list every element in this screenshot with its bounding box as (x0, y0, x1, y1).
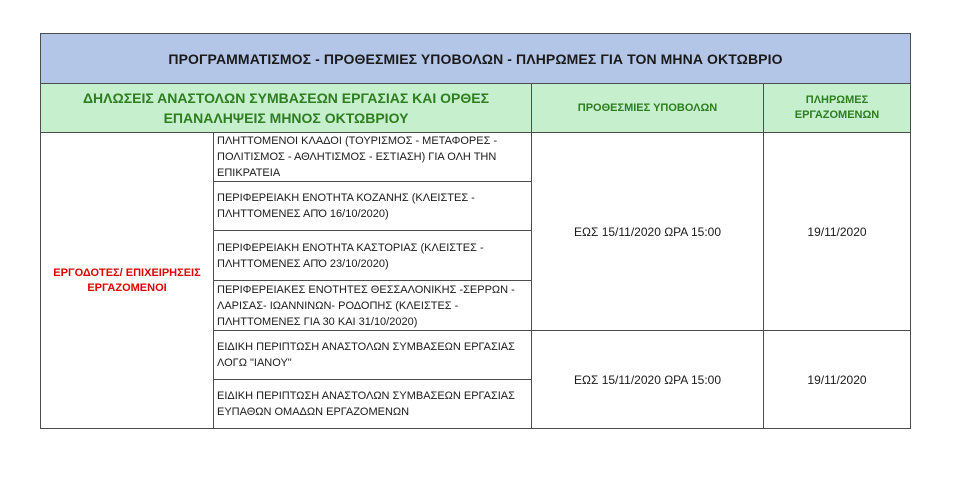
header-row (41, 84, 911, 133)
case-line: ΕΠΙΚΡΑΤΕΙΑ (217, 167, 281, 179)
employers-cell (41, 133, 214, 429)
case-line: ΕΥΠΑΘΩΝ ΟΜΑΔΩΝ ΕΡΓΑΖΟΜΕΝΩΝ (217, 406, 410, 418)
case-line: ΠΛΗΤΤΟΜΕΝΕΣ ΑΠΌ 16/10/2020) (217, 208, 389, 220)
case-line: ΠΕΡΙΦΕΡΕΙΑΚΕΣ ΕΝΟΤΗΤΕΣ ΘΕΣΣΑΛΟΝΙΚΗΣ -ΣΕΡΡΩΝ - (217, 283, 515, 296)
deadline-cell-group-1: ΕΩΣ 15/11/2020 ΩΡΑ 15:00 (532, 133, 764, 331)
declarations-header (41, 84, 532, 133)
employers-line2: ΕΡΓΑΖΟΜΕΝΟΙ (87, 281, 167, 294)
case-cell (214, 182, 532, 231)
case-cell (214, 380, 532, 429)
case-line: ΠΛΗΤΤΟΜΕΝΕΣ ΑΠΌ 23/10/2020) (217, 257, 389, 270)
payments-header (764, 84, 911, 133)
case-line: ΠΛΗΤΤΟΜΕΝΟΙ ΚΛΑΔΟΙ (ΤΟΥΡΙΣΜΟΣ - ΜΕΤΑΦΟΡΕΣ - (217, 135, 498, 147)
schedule-table (40, 33, 911, 429)
payment-cell-group-1: 19/11/2020 (764, 133, 911, 331)
case-line: ΛΑΡΙΣΑΣ- ΙΩΑΝΝΙΝΩΝ- ΡΟΔΟΠΗΣ (ΚΛΕΙΣΤΕΣ - (217, 299, 459, 312)
case-cell (214, 281, 532, 331)
case-line: ΠΛΗΤΤΟΜΕΝΕΣ ΓΙΑ 30 ΚΑΙ 31/10/2020) (217, 315, 418, 328)
case-cell (214, 231, 532, 281)
deadline-cell-group-2: ΕΩΣ 15/11/2020 ΩΡΑ 15:00 (532, 331, 764, 429)
case-line: ΠΕΡΙΦΕΡΕΙΑΚΗ ΕΝΟΤΗΤΑ ΚΑΣΤΟΡΙΑΣ (ΚΛΕΙΣΤΕΣ - (217, 241, 484, 254)
case-cell (214, 331, 532, 380)
case-line: ΛΟΓΩ "ΙΑΝΟΥ" (217, 357, 292, 369)
case-line: ΕΙΔΙΚΗ ΠΕΡΙΠΤΩΣΗ ΑΝΑΣΤΟΛΩΝ ΣΥΜΒΑΣΕΩΝ ΕΡΓΑΣΙΑΣ (217, 341, 515, 353)
payments-header-line2: ΕΡΓΑΖΟΜΕΝΩΝ (794, 109, 880, 121)
payment-cell-group-2: 19/11/2020 (764, 331, 911, 429)
deadlines-header: ΠΡΟΘΕΣΜΙΕΣ ΥΠΟΒΟΛΩΝ (532, 84, 764, 133)
table-row (41, 133, 911, 182)
case-line: ΠΕΡΙΦΕΡΕΙΑΚΗ ΕΝΟΤΗΤΑ ΚΟΖΑΝΗΣ (ΚΛΕΙΣΤΕΣ - (217, 192, 475, 204)
case-line: ΠΟΛΙΤΙΣΜΟΣ - ΑΘΛΗΤΙΣΜΟΣ - ΕΣΤΙΑΣΗ) ΓΙΑ ΟΛΗ ΤΗΝ (217, 151, 497, 163)
title-row (41, 34, 911, 84)
employers-line1: ΕΡΓΟΔΟΤΕΣ/ ΕΠΙΧΕΙΡΗΣΕΙΣ (53, 266, 201, 279)
table-title: ΠΡΟΓΡΑΜΜΑΤΙΣΜΟΣ - ΠΡΟΘΕΣΜΙΕΣ ΥΠΟΒΟΛΩΝ - ΠΛΗΡΩΜΕΣ ΓΙΑ ΤΟΝ ΜΗΝΑ ΟΚΤΩΒΡΙΟ (41, 34, 911, 84)
case-cell (214, 133, 532, 182)
declarations-header-line1: ΔΗΛΩΣΕΙΣ ΑΝΑΣΤΟΛΩΝ ΣΥΜΒΑΣΕΩΝ ΕΡΓΑΣΙΑΣ ΚΑΙ ΟΡΘΕΣ (82, 90, 490, 106)
declarations-header-line2: ΕΠΑΝΑΛΗΨΕΙΣ ΜΗΝΟΣ ΟΚΤΩΒΡΙΟΥ (163, 110, 409, 126)
payments-header-line1: ΠΛΗΡΩΜΕΣ (805, 94, 869, 106)
case-line: ΕΙΔΙΚΗ ΠΕΡΙΠΤΩΣΗ ΑΝΑΣΤΟΛΩΝ ΣΥΜΒΑΣΕΩΝ ΕΡΓΑΣΙΑΣ (217, 390, 515, 402)
